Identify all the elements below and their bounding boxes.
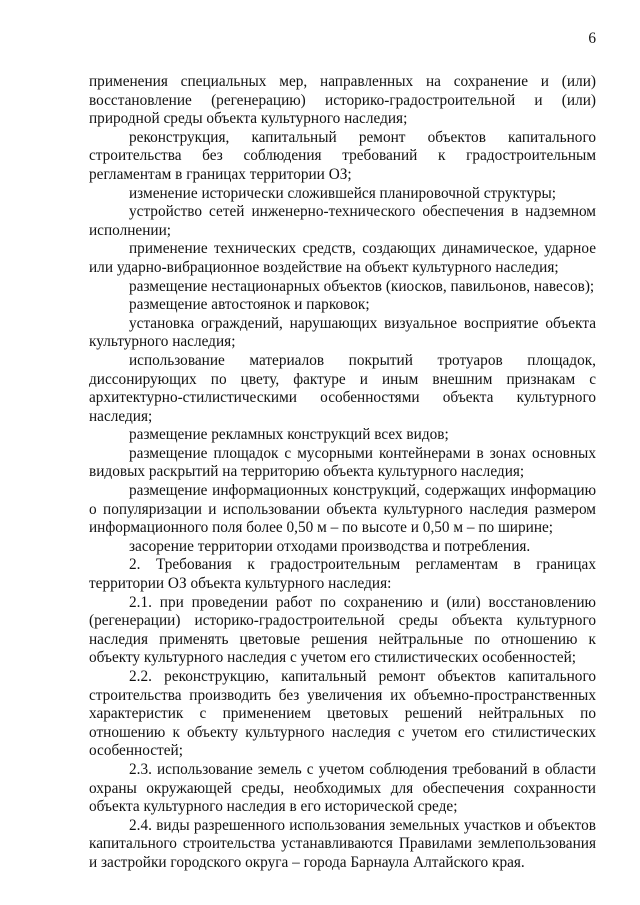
paragraph: размещение автостоянок и парковок; [129, 296, 370, 314]
paragraph: размещение рекламных конструкций всех видов; [129, 426, 449, 444]
paragraph: устройство сетей инженерно-технического обеспечения в надземном исполнении; [89, 203, 596, 239]
paragraph: применения специальных мер, направленных на сохранение и (или) восстановление (регенерацию) историко-градостроительной и (или) природной среды объекта культурного наследия; [89, 73, 596, 128]
numbered-paragraph: 2.1. при проведении работ по сохранению и (или) восстановлению (регенерации) историко-градостроительной среды объекта культурного наследия применять цветовые решения нейтральные по отношению к объекту культурного наследия с учетом его стилистических особенностей; [89, 593, 596, 667]
section-heading-paragraph: 2. Требования к градостроительным регламентам в границах территории ОЗ объекта культурного наследия: [89, 556, 596, 593]
numbered-paragraph: 2.2. реконструкцию, капитальный ремонт объектов капитального строительства производить без увеличения их объемно-пространственных характеристик с применением цветовых решений нейтральных по отношению к объекту культурного наследия с учетом его стилистических особенностей; [89, 668, 596, 760]
paragraph: размещение информационных конструкций, содержащих информацию о популяризации и использовании объекта культурного наследия размером информационного поля более 0,50 м – по высоте и 0,50 м – по ширине; [89, 482, 596, 537]
paragraph: изменение исторически сложившейся планировочной структуры; [129, 184, 557, 202]
numbered-paragraph: 2.3. использование земель с учетом соблюдения требований в области охраны окружающей среды, необходимых для обеспечения сохранности объекта культурного наследия в его исторической среде; [89, 760, 596, 816]
paragraph: использование материалов покрытий тротуаров площадок, диссонирующих по цвету, фактуре и иным внешним признакам с архитектурно-стилистическими особенностями объекта культурного наследия; [89, 351, 596, 425]
document-body [89, 73, 596, 873]
paragraph: размещение нестационарных объектов (киосков, павильонов, навесов); [129, 277, 595, 295]
paragraph: засорение территории отходами производства и потребления. [129, 537, 531, 555]
page-number: 6 [588, 30, 596, 47]
numbered-paragraph: 2.4. виды разрешенного использования земельных участков и объектов капитального строительства устанавливаются Правилами землепользования и застройки городского округа – города Барнаула Алтайского края. [89, 816, 596, 871]
paragraph: реконструкция, капитальный ремонт объектов капитального строительства без соблюдения требований к градостроительным регламентам в границах территории ОЗ; [89, 128, 596, 183]
paragraph: установка ограждений, нарушающих визуальное восприятие объекта культурного наследия; [89, 314, 596, 351]
paragraph: размещение площадок с мусорными контейнерами в зонах основных видовых раскрытий на территорию объекта культурного наследия; [89, 444, 596, 481]
paragraph: применение технических средств, создающих динамическое, ударное или ударно-вибрационное воздействие на объект культурного наследия; [89, 240, 596, 276]
